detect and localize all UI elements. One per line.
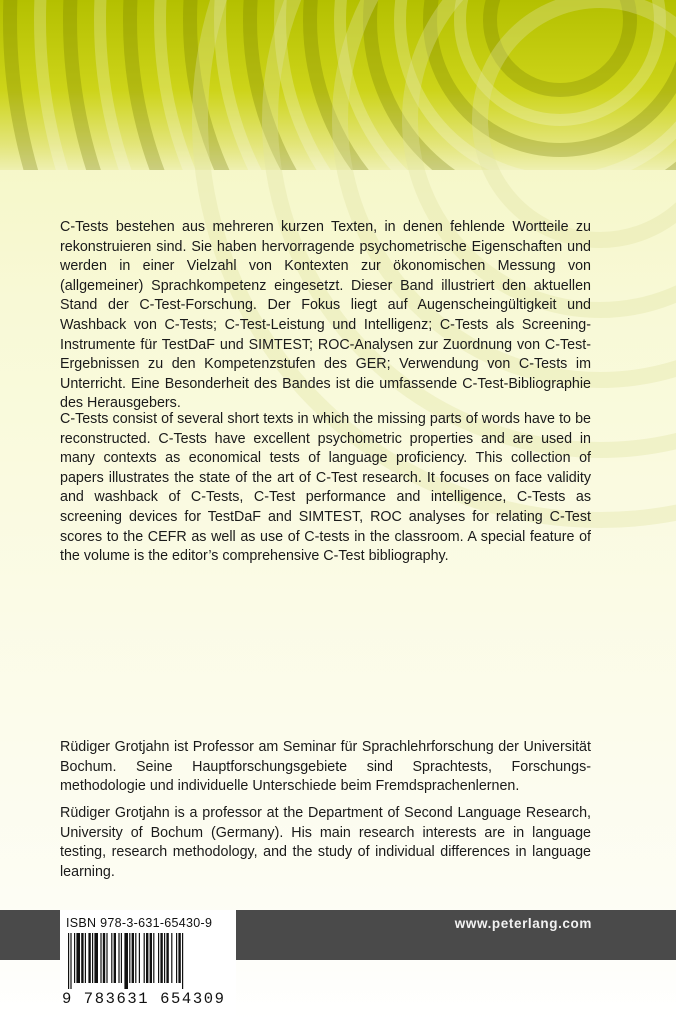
isbn-label: ISBN 978-3-631-65430-9 — [66, 916, 213, 930]
barcode-digits: 9 783631 654309 — [62, 990, 226, 1008]
description-german-text: C-Tests bestehen aus mehreren kurzen Texten, in denen fehlende Wortteile zu rekonstruieren sind. Sie haben hervorragende psychometrische Eigenschaften und werden in einer Vielzahl von Kontexten zur ökonomischen Messung von (allgemeiner) Sprachkompetenz eingesetzt. Dieser Band illustriert den aktuellen Stand der C-Test-Forschung. Der Fokus liegt auf Augenscheingültigkeit und Washback von C-Tests; C-Test-Leistung und Intelligenz; C-Tests als Screening-Instrumente für TestDaF und SIMTEST; ROC-Analysen zur Zuordnung von C-Test-Ergebnissen zu den Kompetenzstufen des GER; Verwendung von C-Tests im Unterricht. Eine Besonderheit des Bandes ist die umfassende C-Test-Bibliographie des Herausgebers. — [60, 219, 591, 412]
barcode-icon — [66, 933, 230, 989]
description-english-text: C-Tests consist of several short texts in which the missing parts of words have to be reconstructed. C-Tests have excellent psychometric properties and are used in many contexts as economical tests of language proficiency. This collection of papers illustrates the state of the art of C-Test research. It focuses on face validity and washback of C-Tests, C-Test performance and intelligence, C-Tests as screening devices for TestDaF and SIMTEST, ROC analyses for relating C-Test scores to the CEFR as well as use of C-tests in the classroom. A special feature of the volume is the editor’s comprehensive C-Test bibliography. — [60, 411, 591, 565]
barcode-box — [60, 910, 236, 1018]
description-english — [60, 410, 591, 567]
author-bio-english-text: Rüdiger Grotjahn is a professor at the Department of Second Language Research, University of Bochum (Germany). His main research interests are in language testing, research methodology, and the study of individual differences in language learning. — [60, 805, 591, 880]
author-bio-german-text: Rüdiger Grotjahn ist Professor am Seminar für Sprachlehrforschung der Universität Bochum. Seine Hauptforschungsgebiete sind Sprachtests, Forschungsmethodologie und individuelle Unterschiede beim Fremdsprachenlernen. — [60, 739, 591, 795]
publisher-website[interactable]: www.peterlang.com — [454, 916, 592, 931]
author-bio-english — [60, 804, 591, 882]
author-bio-german — [60, 738, 591, 797]
description-german — [60, 218, 591, 414]
